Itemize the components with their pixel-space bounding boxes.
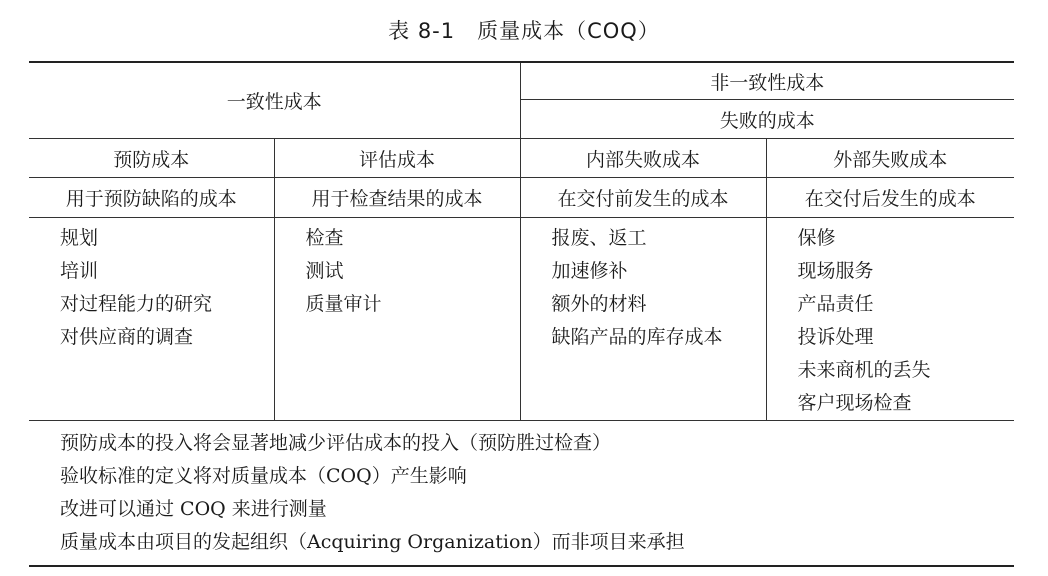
external-failure-cost-description: 在交付后发生的成本 (766, 178, 1014, 218)
failure-cost-header: 失败的成本 (520, 100, 1014, 139)
list-item: 客户现场检查 (797, 392, 912, 414)
list-item: 质量审计 (305, 293, 382, 315)
list-item: 测试 (305, 260, 344, 282)
external-failure-cost-heading: 外部失败成本 (766, 139, 1014, 178)
list-item: 保修 (797, 227, 836, 249)
internal-failure-cost-heading: 内部失败成本 (520, 139, 766, 178)
external-failure-cost-items (766, 218, 1014, 421)
list-item: 加速修补 (551, 260, 628, 282)
quality-cost-table (29, 61, 1014, 567)
appraisal-cost-description: 用于检查结果的成本 (274, 178, 520, 218)
note-line: 预防成本的投入将会显著地减少评估成本的投入（预防胜过检查） (60, 432, 612, 454)
note-line: 质量成本由项目的发起组织（Acquiring Organization）而非项目来承担 (60, 531, 685, 553)
list-item: 对过程能力的研究 (60, 293, 213, 315)
list-item: 报废、返工 (551, 227, 647, 249)
internal-failure-cost-items (520, 218, 766, 421)
list-item: 检查 (305, 227, 344, 249)
table-title: 表 8-1 质量成本（COQ） (388, 19, 660, 43)
note-line: 改进可以通过 COQ 来进行测量 (60, 498, 327, 520)
internal-failure-cost-description: 在交付前发生的成本 (520, 178, 766, 218)
prevention-cost-description: 用于预防缺陷的成本 (29, 178, 274, 218)
notes-section (29, 421, 1014, 567)
list-item: 产品责任 (797, 293, 874, 315)
list-item: 额外的材料 (551, 293, 647, 315)
list-item: 未来商机的丢失 (797, 359, 931, 381)
conformance-cost-header: 一致性成本 (29, 62, 520, 139)
appraisal-cost-heading: 评估成本 (274, 139, 520, 178)
note-line: 验收标准的定义将对质量成本（COQ）产生影响 (60, 465, 467, 487)
list-item: 现场服务 (797, 260, 874, 282)
nonconformance-cost-header: 非一致性成本 (520, 62, 1014, 100)
prevention-cost-heading: 预防成本 (29, 139, 274, 178)
list-item: 缺陷产品的库存成本 (551, 326, 723, 348)
list-item: 对供应商的调查 (60, 326, 194, 348)
prevention-cost-items (29, 218, 274, 421)
list-item: 培训 (60, 260, 99, 282)
list-item: 投诉处理 (797, 326, 874, 348)
appraisal-cost-items (274, 218, 520, 421)
list-item: 规划 (60, 227, 99, 249)
